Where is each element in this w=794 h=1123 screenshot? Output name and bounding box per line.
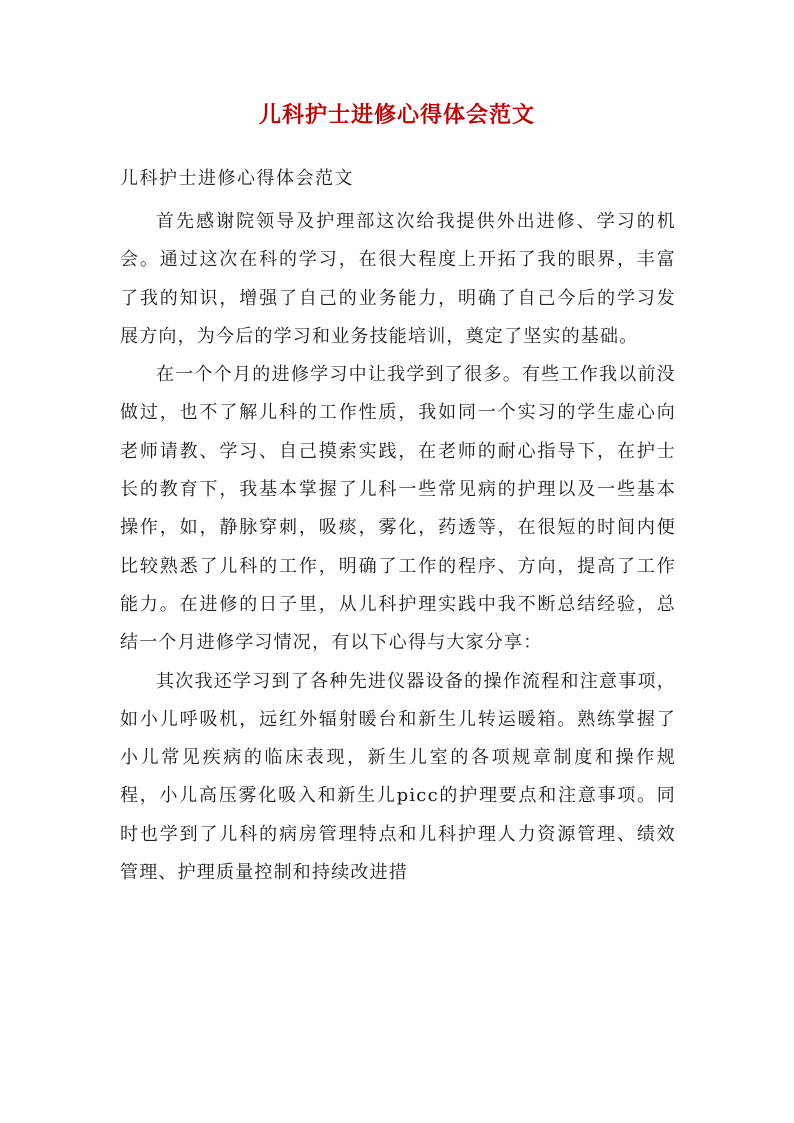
document-subtitle: 儿科护士进修心得体会范文 [120,168,354,189]
paragraph-1: 首先感谢院领导及护理部这次给我提供外出进修、学习的机会。通过这次在科的学习，在很大程度上开拓了我的眼界，丰富了我的知识，增强了自己的业务能力，明确了自己今后的学习发展方向，为今后的学习和业务技能培训，奠定了坚实的基础。 [120,211,676,347]
paragraph-3: 其次我还学习到了各种先进仪器设备的操作流程和注意事项，如小儿呼吸机，远红外辐射暖台和新生儿转运暖箱。熟练掌握了小儿常见疾病的临床表现，新生儿室的各项规章制度和操作规程，小儿高压雾化吸入和新生儿picc的护理要点和注意事项。同时也学到了儿科的病房管理特点和儿科护理人力资源管理、绩效管理、护理质量控制和持续改进措 [120,670,676,884]
document-body [120,203,676,892]
paragraph-2: 在一个个月的进修学习中让我学到了很多。有些工作我以前没做过，也不了解儿科的工作性质，我如同一个实习的学生虚心向老师请教、学习、自己摸索实践，在老师的耐心指导下，在护士长的教育下，我基本掌握了儿科一些常见病的护理以及一些基本操作，如，静脉穿刺，吸痰，雾化，药透等，在很短的时间内便比较熟悉了儿科的工作，明确了工作的程序、方向，提高了工作能力。在进修的日子里，从儿科护理实践中我不断总结经验，总结一个月进修学习情况，有以下心得与大家分享： [120,364,676,654]
document-title: 儿科护士进修心得体会范文 [258,102,535,128]
